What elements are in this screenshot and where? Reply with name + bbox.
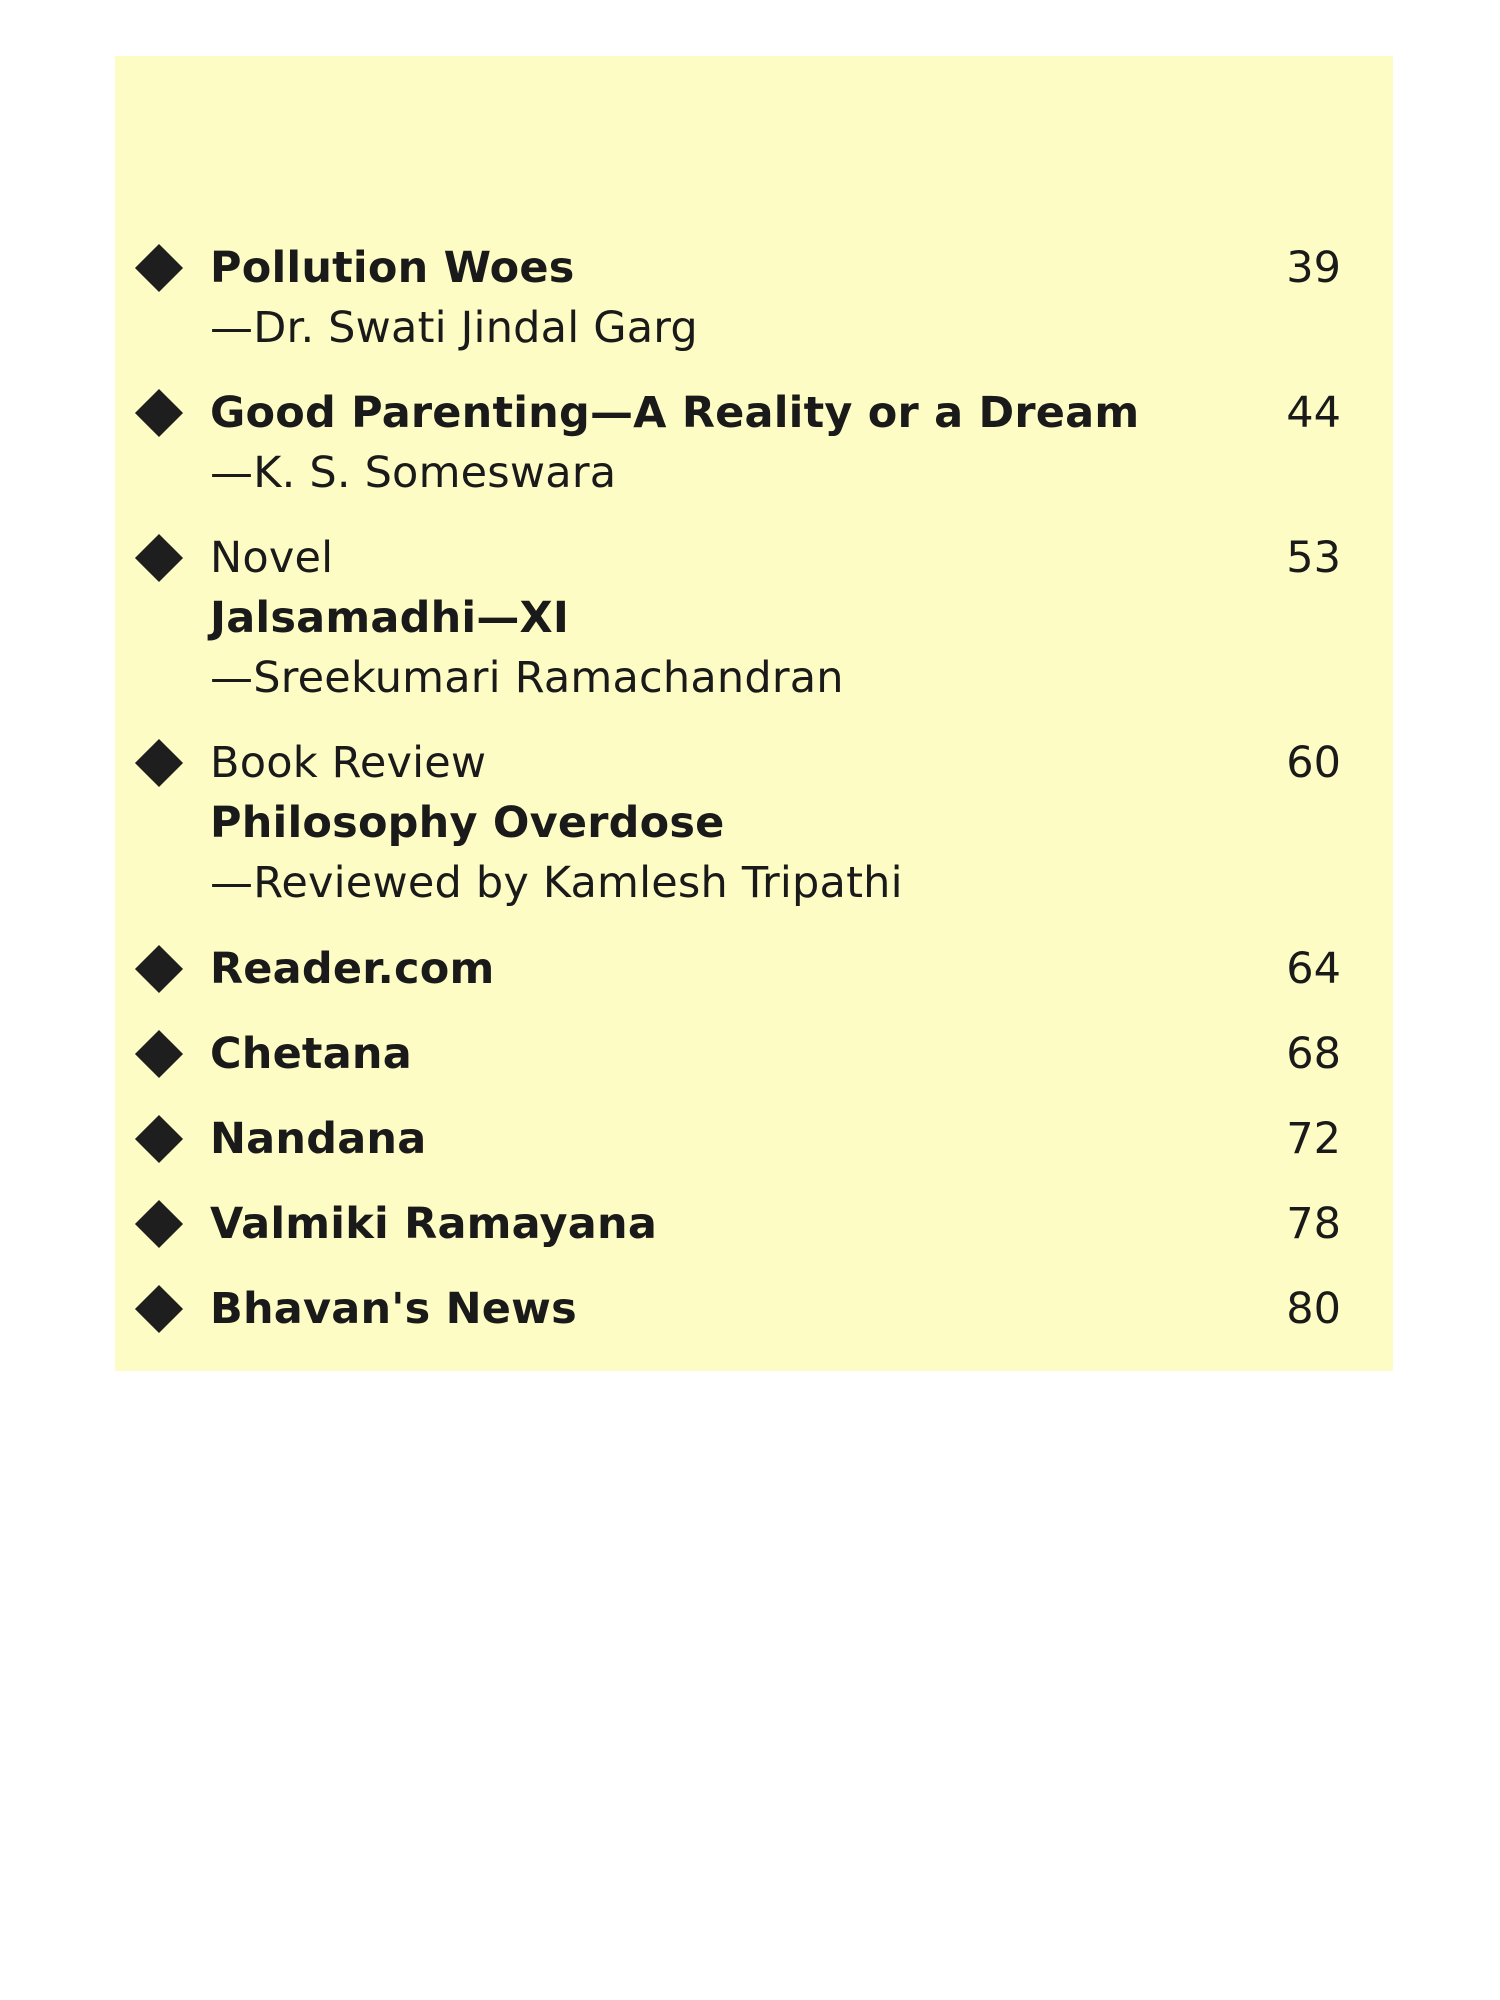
diamond-bullet-icon	[135, 1115, 183, 1163]
table-of-contents	[115, 56, 1393, 1371]
entry-page-number: 72	[1286, 1114, 1341, 1164]
entry-author: —K. S. Someswara	[210, 448, 617, 498]
diamond-bullet-icon	[135, 389, 183, 437]
diamond-bullet-icon	[135, 1285, 183, 1333]
entry-title: Philosophy Overdose	[210, 798, 725, 848]
entry-title: Reader.com	[210, 944, 495, 994]
diamond-bullet-icon	[135, 945, 183, 993]
entry-title: Jalsamadhi—XI	[210, 593, 570, 643]
entry-category: Book Review	[210, 738, 487, 788]
entry-page-number: 44	[1286, 388, 1341, 438]
diamond-bullet-icon	[135, 1030, 183, 1078]
entry-title: Good Parenting—A Reality or a Dream	[210, 388, 1140, 438]
entry-title: Chetana	[210, 1029, 412, 1079]
entry-title: Bhavan's News	[210, 1284, 577, 1334]
entry-author: —Sreekumari Ramachandran	[210, 653, 844, 703]
entry-title: Valmiki Ramayana	[210, 1199, 658, 1249]
diamond-bullet-icon	[135, 1200, 183, 1248]
entry-author: —Reviewed by Kamlesh Tripathi	[210, 858, 903, 908]
entry-author: —Dr. Swati Jindal Garg	[210, 303, 698, 353]
entry-page-number: 78	[1286, 1199, 1341, 1249]
entry-page-number: 68	[1286, 1029, 1341, 1079]
diamond-bullet-icon	[135, 534, 183, 582]
entry-title: Pollution Woes	[210, 243, 575, 293]
contents-panel	[115, 56, 1393, 1371]
entry-page-number: 80	[1286, 1284, 1341, 1334]
entry-page-number: 60	[1286, 738, 1341, 788]
diamond-bullet-icon	[135, 244, 183, 292]
entry-page-number: 64	[1286, 944, 1341, 994]
diamond-bullet-icon	[135, 739, 183, 787]
entry-title: Nandana	[210, 1114, 427, 1164]
entry-category: Novel	[210, 533, 334, 583]
entry-page-number: 39	[1286, 243, 1341, 293]
entry-page-number: 53	[1286, 533, 1341, 583]
